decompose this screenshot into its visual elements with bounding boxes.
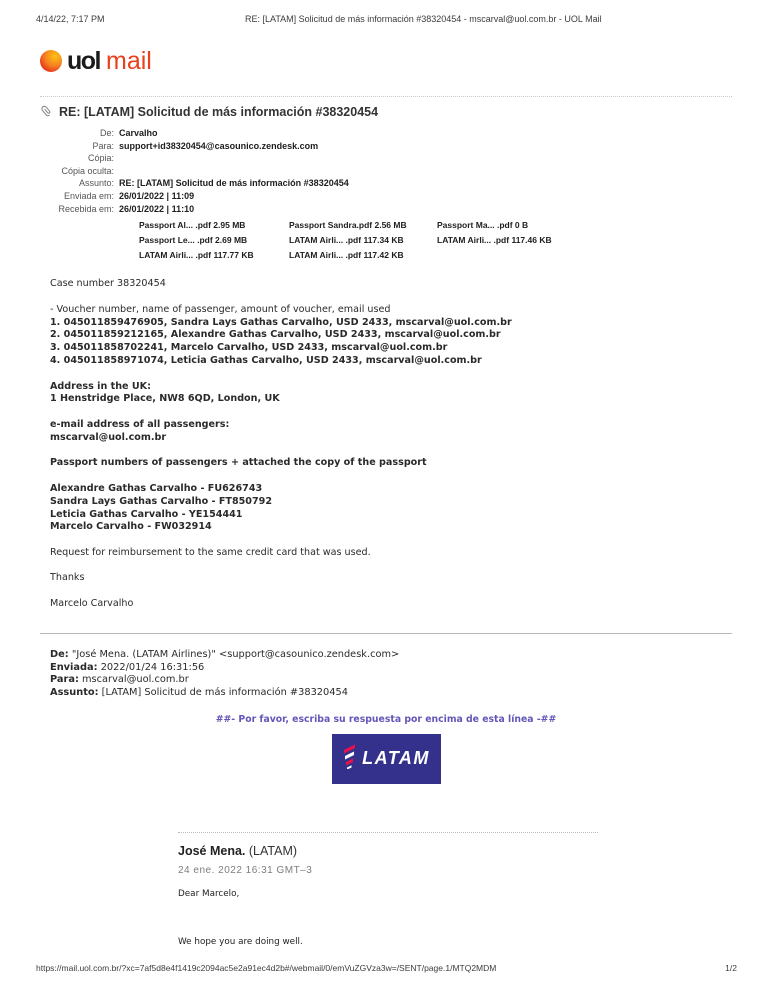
header-row-para	[40, 140, 732, 153]
header-row-copia-oculta	[40, 165, 732, 178]
header-row-recebida	[40, 203, 732, 216]
quoted-email-content	[178, 832, 732, 947]
uol-mail-logo	[40, 47, 152, 75]
attachment-item[interactable]: LATAM Airli... .pdf 117.34 KB	[289, 235, 404, 246]
email-body	[50, 278, 732, 611]
header-label: Recebida em:	[58, 203, 114, 214]
attachment-item[interactable]: Passport Le... .pdf 2.69 MB	[139, 235, 248, 246]
header-row-assunto	[40, 177, 732, 190]
passport-line: Marcelo Carvalho - FW032914	[50, 521, 212, 533]
quoted-header-para	[50, 674, 732, 687]
header-value: RE: [LATAM] Solicitud de más información #38320454	[119, 178, 349, 189]
header-value: support+id38320454@casounico.zendesk.com	[119, 140, 319, 151]
quoted-header-value: 2022/01/24 16:31:56	[100, 661, 205, 673]
print-footer-url: https://mail.uol.com.br/?xc=7af5d8e4f1419c2094ac5e2a91ec4d2b#/webmail/0/emVuZGVza3w=/SENT/page.1/MTQ2MDM	[36, 963, 497, 973]
header-value: 26/01/2022 | 11:10	[119, 203, 195, 214]
quoted-header-value: [LATAM] Solicitud de más información #38320454	[101, 686, 348, 698]
mail-wordmark: mail	[106, 47, 152, 75]
quoted-sent-date: 24 ene. 2022 16:31 GMT–3	[178, 864, 313, 876]
email-subject: RE: [LATAM] Solicitud de más información #38320454	[59, 105, 379, 119]
voucher-line: 1. 045011859476905, Sandra Lays Gathas Carvalho, USD 2433, mscarval@uol.com.br	[50, 316, 512, 328]
quoted-header-value: "José Mena. (LATAM Airlines)" <support@casounico.zendesk.com>	[71, 648, 400, 660]
header-label: Cópia:	[87, 153, 114, 164]
address-label: Address in the UK:	[50, 380, 151, 392]
voucher-line: 3. 045011858702241, Marcelo Carvalho, USD 2433, mscarval@uol.com.br	[50, 342, 448, 354]
quoted-header-de	[50, 649, 732, 662]
attachment-item[interactable]: Passport Al... .pdf 2.95 MB	[139, 220, 246, 231]
quoted-email-divider	[40, 633, 732, 634]
voucher-line: 2. 045011859212165, Alexandre Gathas Carvalho, USD 2433, mscarval@uol.com.br	[50, 329, 501, 341]
zendesk-reply-notice: ##- Por favor, escriba su respuesta por encima de esta línea -##	[215, 713, 557, 725]
uol-ball-icon	[40, 50, 62, 72]
address-value: 1 Henstridge Place, NW8 6QD, London, UK	[50, 393, 280, 405]
voucher-intro-line: - Voucher number, name of passenger, amount of voucher, email used	[50, 303, 391, 315]
quoted-content-divider	[178, 832, 598, 833]
quoted-email-headers	[50, 649, 732, 700]
header-label: De:	[99, 128, 114, 138]
print-title: RE: [LATAM] Solicitud de más información #38320454 - mscarval@uol.com.br - UOL Mail	[245, 14, 602, 24]
attachment-item[interactable]: Passport Sandra.pdf 2.56 MB	[289, 220, 407, 231]
thanks-line: Thanks	[50, 572, 85, 584]
quoted-header-label: De:	[50, 648, 69, 660]
attachment-item[interactable]: LATAM Airli... .pdf 117.42 KB	[289, 250, 404, 261]
latam-wordmark: LATAM	[362, 748, 430, 769]
uol-wordmark: uol	[67, 47, 100, 75]
voucher-line: 4. 045011858971074, Leticia Gathas Carvalho, USD 2433, mscarval@uol.com.br	[50, 354, 482, 366]
header-value: 26/01/2022 | 11:09	[119, 190, 195, 201]
case-number-line: Case number 38320454	[50, 278, 166, 290]
quoted-sender-line	[178, 844, 732, 858]
attachment-item[interactable]: LATAM Airli... .pdf 117.46 KB	[437, 235, 552, 246]
header-row-copia	[40, 152, 732, 165]
passenger-email-value: mscarval@uol.com.br	[50, 431, 167, 443]
paperclip-icon	[39, 102, 58, 122]
quoted-body-line: We hope you are doing well.	[178, 936, 303, 947]
quoted-header-label: Para:	[50, 674, 79, 686]
header-label: Cópia oculta:	[61, 165, 114, 176]
attachments-grid	[139, 218, 732, 263]
header-label: Para:	[92, 140, 114, 151]
print-footer-page-number: 1/2	[725, 963, 737, 973]
latam-logo	[332, 734, 441, 784]
quoted-sender-org: (LATAM)	[248, 843, 298, 858]
passenger-email-label: e-mail address of all passengers:	[50, 418, 230, 430]
quoted-header-label: Enviada:	[50, 661, 98, 673]
print-footer	[36, 963, 737, 973]
quoted-header-label: Assunto:	[50, 686, 99, 698]
passport-heading: Passport numbers of passengers + attached the copy of the passport	[50, 457, 427, 469]
attachment-item[interactable]: Passport Ma... .pdf 0 B	[437, 220, 529, 231]
header-label: Enviada em:	[63, 190, 114, 201]
attachment-item[interactable]: LATAM Airli... .pdf 117.77 KB	[139, 250, 254, 261]
quoted-greeting: Dear Marcelo,	[178, 888, 240, 899]
quoted-sender-name: José Mena.	[178, 843, 246, 858]
header-row-de	[40, 127, 732, 140]
passport-line: Sandra Lays Gathas Carvalho - FT850792	[50, 495, 273, 507]
header-label: Assunto:	[78, 178, 114, 189]
passport-line: Leticia Gathas Carvalho - YE154441	[50, 508, 243, 520]
passport-line: Alexandre Gathas Carvalho - FU626743	[50, 482, 263, 494]
signature-line: Marcelo Carvalho	[50, 598, 134, 610]
print-datetime: 4/14/22, 7:17 PM	[36, 14, 105, 24]
subject-row	[44, 103, 732, 121]
quoted-header-assunto	[50, 687, 732, 700]
email-header-table	[40, 127, 732, 215]
latam-swirl-icon	[342, 743, 358, 774]
quoted-header-enviada	[50, 662, 732, 675]
header-value: Carvalho	[119, 128, 158, 138]
request-line: Request for reimbursement to the same credit card that was used.	[50, 546, 371, 558]
quoted-header-value: mscarval@uol.com.br	[82, 674, 189, 686]
header-row-enviada	[40, 190, 732, 203]
email-card	[40, 96, 732, 947]
